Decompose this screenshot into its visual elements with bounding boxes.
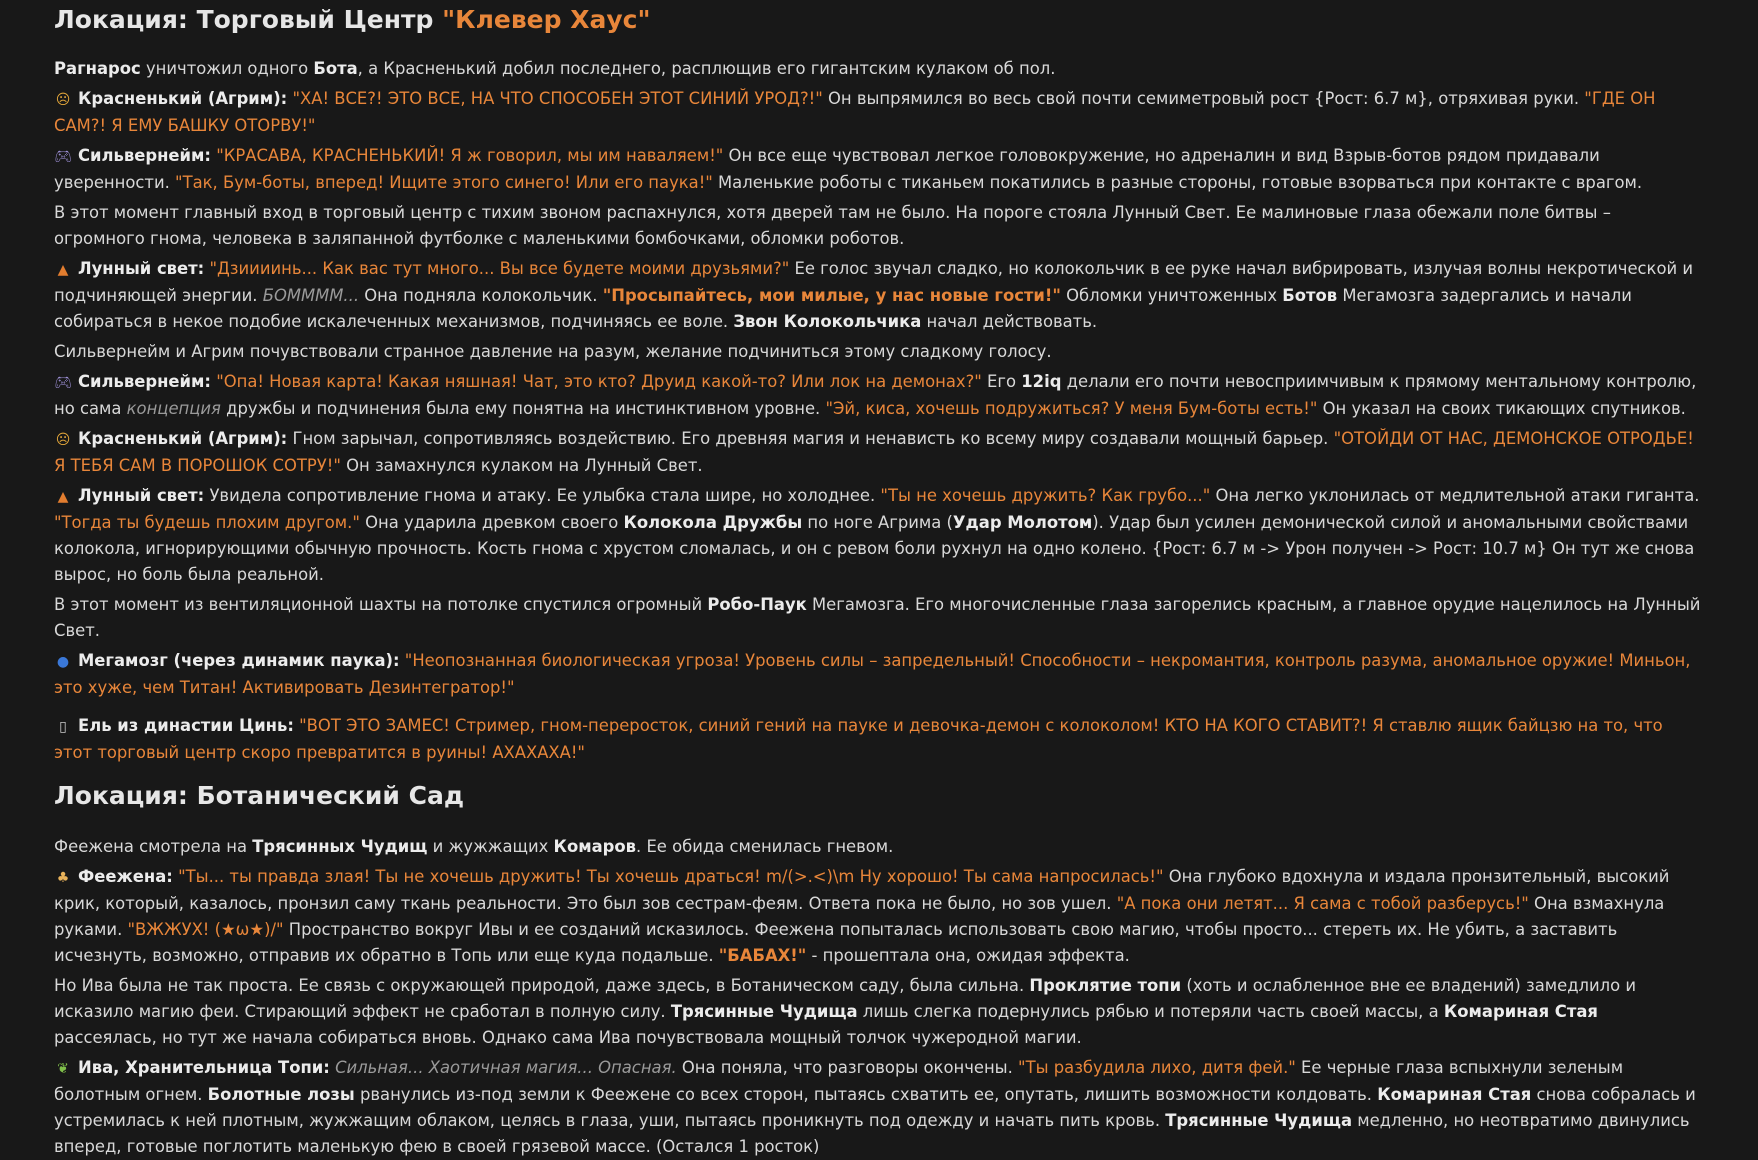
dialogue-paragraph	[54, 426, 1704, 479]
quote-text: "Дзиииинь... Как вас тут много... Вы все будете моими друзьями?"	[209, 259, 790, 278]
tulip-icon: ♣	[56, 870, 70, 886]
location-heading-garden: Локация: Ботанический Сад	[54, 781, 465, 810]
bold-name: Комариная Стая	[1377, 1085, 1532, 1104]
plain-text: ). Удар был усилен демонической силой и аномальными свойствами колокола, игнорирующими обычную прочность. Кость гнома с хрустом сломалась, и он с ревом боли рухнул на одно колено. {Рост: 6.7 м -> Урон получен -> Рост: 10.7 м} Он тут же снова вырос, но боль была реальной.	[54, 513, 1695, 584]
plain-text: Она легко уклонилась от медлительной атаки гиганта.	[1210, 486, 1700, 505]
quote-text: "КРАСАВА, КРАСНЕНЬКИЙ! Я ж говорил, мы им наваляем!"	[216, 146, 724, 165]
fox-face-icon: ▲	[57, 489, 69, 505]
fox-face-icon: ▲	[57, 262, 69, 278]
plain-text: по ноге Агрима (	[802, 513, 953, 532]
narration-paragraph	[54, 834, 1704, 860]
dialogue-paragraph	[54, 864, 1704, 969]
dialogue-paragraph	[54, 483, 1704, 588]
plain-text: начал действовать.	[921, 312, 1098, 331]
bold-name: Красненький (Агрим):	[78, 89, 288, 108]
section-garden	[54, 834, 1704, 1160]
plain-text: Пространство вокруг Ивы и ее созданий исказилось. Феежена попыталась использовать свою магию, чтобы просто... стереть их. Не убить, а заставить исчезнуть, возможно, отправив их обратно в Топь или еще куда подальше.	[54, 920, 1618, 965]
bold-name: Проклятие топи	[1029, 976, 1182, 995]
plain-text: В этот момент из вентиляционной шахты на потолке спустился огромный	[54, 595, 708, 614]
plain-text: Его	[981, 372, 1022, 391]
quote-text: "Ты... ты правда злая! Ты не хочешь дружить! Ты хочешь драться! m/(>.<)\m Ну хорошо! Ты сама напросилась!"	[178, 867, 1164, 886]
bold-name: Трясинных Чудищ	[252, 837, 428, 856]
plain-text: (хоть и ослабленное вне ее владений) замедлило и исказило магию феи. Стирающий эффект не сработал в полную силу.	[54, 976, 1637, 1021]
dialogue-paragraph	[54, 369, 1704, 422]
bold-name: Мегамозг (через динамик паука):	[78, 651, 400, 670]
blue-circle-icon: ●	[56, 654, 70, 670]
plain-text: Она поняла, что разговоры окончены.	[676, 1058, 1019, 1077]
plain-text: медленно, но неотвратимо двинулись вперед, готовые поглотить маленькую фею в своей грязевой массе. (Остался 1 росток)	[54, 1111, 1690, 1156]
heading-label: Локация: Торговый Центр	[54, 5, 443, 34]
bold-name: Удар Молотом	[952, 513, 1093, 532]
plain-text: Мегамозга задергались и начали собираться в некое подобие искалеченных механизмов, подчиняясь ее воле.	[54, 286, 1632, 331]
bold-name: Феежена:	[78, 867, 173, 886]
plain-text: Ее голос звучал сладко, но колокольчик в ее руке начал вибрировать, излучая волны некротической и подчиняющей энергии.	[54, 259, 1693, 305]
plain-text: дружбы и подчинения была ему понятна на инстинктивном уровне.	[220, 399, 826, 418]
plain-text: и жужжащих	[427, 837, 554, 856]
narration-paragraph	[54, 56, 1704, 82]
location-heading-mall	[54, 0, 1704, 38]
plain-text: снова собралась и устремилась к ней плотным, жужжащим облаком, целясь в глаза, уши, пытаясь проникнуть под одежду и начать пить кровь.	[54, 1085, 1696, 1130]
quote-text: "ВЖЖУХ! (★ω★)/"	[127, 920, 284, 939]
bold-name: Красненький (Агрим):	[78, 429, 288, 448]
quote-text: "Неопознанная биологическая угроза! Уровень силы – запредельный! Способности – некромантия, контроль разума, аномальное оружие! Миньон, это хуже, чем Титан! Активировать Дезинтегратор!"	[54, 651, 1691, 697]
italic-text: Сильная... Хаотичная магия... Опасная.	[335, 1058, 677, 1077]
plain-text: Он все еще чувствовал легкое головокружение, но адреналин и вид Взрыв-ботов рядом придавали уверенности.	[54, 146, 1600, 192]
quote-text: "ХА! ВСЕ?! ЭТО ВСЕ, НА ЧТО СПОСОБЕН ЭТОТ СИНИЙ УРОД?!"	[292, 89, 823, 108]
angry-face-icon: ☹	[55, 92, 71, 108]
plain-text: рассеялась, но тут же начала собираться вновь. Однако сама Ива почувствовала мощный толчок чужеродной магии.	[54, 1028, 1082, 1047]
narration-paragraph	[54, 592, 1704, 644]
plain-text: рванулись из-под земли к Феежене со всех сторон, пытаясь схватить ее, опутать, лишить возможности колдовать.	[354, 1085, 1378, 1104]
plain-text: лишь слегка подернулись рябью и потеряли часть своей массы, а	[857, 1002, 1444, 1021]
dialogue-paragraph	[54, 713, 1704, 766]
bold-name: Комаров	[553, 837, 637, 856]
dialogue-paragraph	[54, 143, 1704, 196]
bold-name: Болотные лозы	[207, 1085, 355, 1104]
heading-highlight: "Клевер Хаус"	[442, 5, 651, 34]
quote-text: "Тогда ты будешь плохим другом."	[54, 513, 360, 532]
bold-name: Колокола Дружбы	[623, 513, 803, 532]
plain-text: Она подняла колокольчик.	[359, 286, 603, 305]
bold-name: Лунный свет:	[78, 259, 205, 278]
bold-name: Рагнарос	[54, 59, 141, 78]
plain-text: уничтожил одного	[140, 59, 314, 78]
plain-text: Обломки уничтоженных	[1060, 286, 1283, 305]
plain-text: Увидела сопротивление гнома и атаку. Ее улыбка стала шире, но холоднее.	[204, 486, 881, 505]
book-icon: ▯	[59, 719, 67, 735]
plain-text: Ее черные глаза вспыхнули зеленым болотным огнем.	[54, 1058, 1624, 1104]
plain-text: . Ее обида сменилась гневом.	[636, 837, 894, 856]
quote-text: "Ты не хочешь дружить? Как грубо..."	[880, 486, 1211, 505]
section-mall	[54, 56, 1704, 766]
bold-name: Сильвернейм:	[78, 372, 211, 391]
quote-text: "ГДЕ ОН САМ?! Я ЕМУ БАШКУ ОТОРВУ!"	[54, 89, 1656, 135]
plain-text: Маленькие роботы с тиканьем покатились в разные стороны, готовые взорваться при контакте с врагом.	[712, 173, 1643, 192]
plain-text: Она взмахнула руками.	[54, 894, 1665, 939]
quote-text: "Ты разбудила лихо, дитя фей."	[1018, 1058, 1296, 1077]
quote-text-bold: "БАБАХ!"	[718, 946, 807, 965]
plain-text: Гном зарычал, сопротивляясь воздействию. Его древняя магия и ненависть ко всему миру создавали мощный барьер.	[287, 429, 1334, 448]
quote-text-bold: "Просыпайтесь, мои милые, у нас новые гости!"	[602, 286, 1061, 305]
quote-text: "Эй, киса, хочешь подружиться? У меня Бум-боты есть!"	[825, 399, 1318, 418]
dialogue-paragraph	[54, 648, 1704, 701]
dialogue-paragraph	[54, 256, 1704, 335]
bold-name: 12iq	[1021, 372, 1062, 391]
quote-text: "ВОТ ЭТО ЗАМЕС! Стример, гном-переросток, синий гений на пауке и девочка-демон с колоколом! КТО НА КОГО СТАВИТ?! Я ставлю ящик байцзю на то, что этот торговый центр скоро превратится в руины! АХАХАХА!"	[54, 716, 1663, 762]
italic-text: концепция	[126, 399, 221, 418]
plain-text: Он указал на своих тикающих спутников.	[1317, 399, 1686, 418]
plain-text: Он замахнулся кулаком на Лунный Свет.	[340, 456, 703, 475]
bold-name: Лунный свет:	[78, 486, 205, 505]
plain-text: Она ударила древком своего	[359, 513, 624, 532]
herb-icon: ❦	[57, 1061, 69, 1077]
plain-text: делали его почти невосприимчивым к прямому ментальному контролю, но сама	[54, 372, 1697, 418]
bold-name: Робо-Паук	[707, 595, 807, 614]
quote-text: "А пока они летят... Я сама с тобой разберусь!"	[1116, 894, 1529, 913]
bold-name: Ива, Хранительница Топи:	[78, 1058, 330, 1077]
bold-name: Звон Колокольчика	[733, 312, 922, 331]
quote-text: "ОТОЙДИ ОТ НАС, ДЕМОНСКОЕ ОТРОДЬЕ! Я ТЕБЯ САМ В ПОРОШОК СОТРУ!"	[54, 429, 1694, 475]
game-controller-icon: 🎮︎	[54, 375, 72, 391]
quote-text: "Опа! Новая карта! Какая няшная! Чат, это кто? Друид какой-то? Или лок на демонах?"	[216, 372, 982, 391]
bold-name: Сильвернейм:	[78, 146, 211, 165]
dialogue-paragraph	[54, 1055, 1704, 1160]
angry-face-icon: ☹	[55, 432, 71, 448]
plain-text: - прошептала она, ожидая эффекта.	[806, 946, 1130, 965]
plain-text: Мегамозга. Его многочисленные глаза загорелись красным, а главное орудие нацелилось на Лунный Свет.	[54, 595, 1701, 640]
dialogue-paragraph	[54, 86, 1704, 139]
bold-name: Ель из династии Цинь:	[78, 716, 294, 735]
bold-name: Трясинные Чудища	[1165, 1111, 1353, 1130]
bold-name: Ботов	[1282, 286, 1338, 305]
narration-paragraph	[54, 973, 1704, 1051]
narration-paragraph	[54, 339, 1704, 365]
narration-paragraph	[54, 200, 1704, 252]
plain-text: В этот момент главный вход в торговый центр с тихим звоном распахнулся, хотя дверей там не было. На пороге стояла Лунный Свет. Ее малиновые глаза обежали поле битвы – огромного гнома, человека в заляпанной футболке с маленькими бомбочками, обломки роботов.	[54, 203, 1611, 248]
plain-text: , а Красненький добил последнего, расплющив его гигантским кулаком об пол.	[357, 59, 1056, 78]
bold-name: Комариная Стая	[1443, 1002, 1598, 1021]
game-controller-icon: 🎮︎	[54, 149, 72, 165]
italic-text: БОММММ...	[262, 286, 360, 305]
plain-text: Она глубоко вдохнула и издала пронзительный, высокий крик, который, казалось, пронзил саму ткань реальности. Это был зов сестрам-феям. Ответа пока не было, но зов ушел.	[54, 867, 1670, 913]
quote-text: "Так, Бум-боты, вперед! Ищите этого синего! Или его паука!"	[175, 173, 713, 192]
plain-text: Но Ива была не так проста. Ее связь с окружающей природой, даже здесь, в Ботаническом саду, была сильна.	[54, 976, 1030, 995]
plain-text: Феежена смотрела на	[54, 837, 253, 856]
bold-name: Бота	[313, 59, 358, 78]
bold-name: Трясинные Чудища	[670, 1002, 858, 1021]
plain-text: Он выпрямился во весь свой почти семиметровый рост {Рост: 6.7 м}, отряхивая руки.	[822, 89, 1585, 108]
plain-text: Сильвернейм и Агрим почувствовали странное давление на разум, желание подчиниться этому сладкому голосу.	[54, 342, 1052, 361]
